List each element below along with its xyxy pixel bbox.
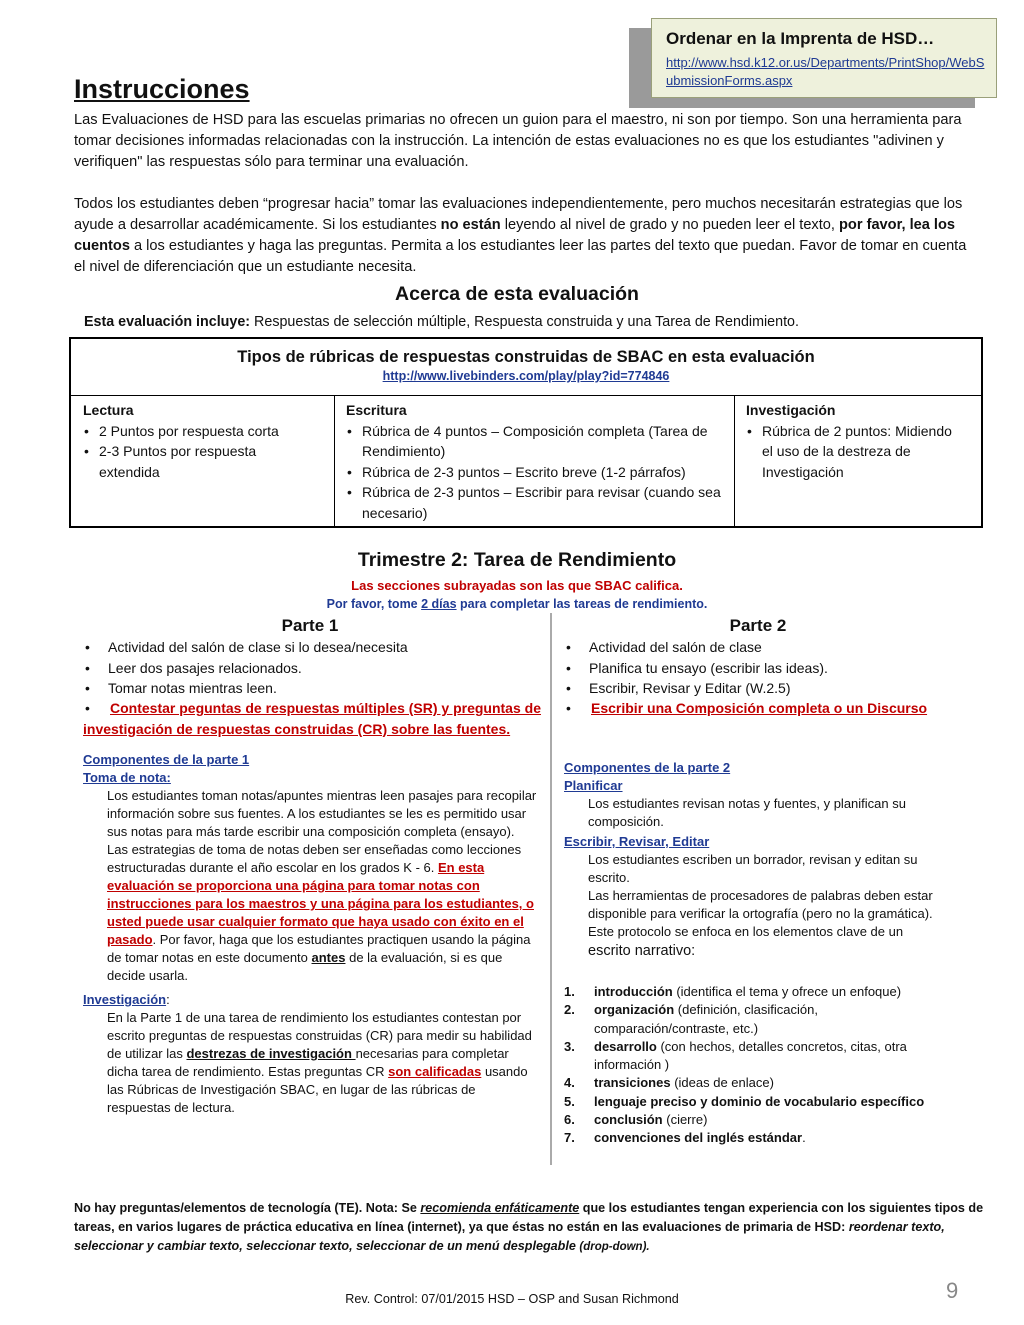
parte1-scored-item: • Contestar peguntas de respuestas múltiples (SR) y preguntas de investigación de respuestas construidas (CR) sobre las fuentes. [83,700,541,737]
parte1-components: Componentes de la parte 1 Toma de nota: Los estudiantes toman notas/apuntes mientras leen pasajes para recopilar información sobre sus fuentes. A los estudiantes se les es permitido usar sus notas para más tarde escribir una composición completa (ensayo). Las estrategias de toma de notas deben ser enseñadas como lecciones estructuradas durante el año escolar en los grados K - 6. En esta evaluación se proporciona una página para tomar notas con instrucciones para los maestros y una página para los estudiantes, o usted puede usar cualquier formato que haya usado con éxito en el pasado. Por favor, haga que los estudiantes practiquen usando la página de tomar notas en este documento antes de la evaluación, si es que decide usarla. Investigación: En la Parte 1 de una tarea de rendimiento los estudiantes contestan por escrito preguntas de respuestas construidas (CR) para medir su habilidad de utilizar las destrezas de investigación necesarias para completar dicha tarea de rendimiento. Estas preguntas CR son calificadas usando las Rúbricas de Investigación SBAC, en lugar de las rúbricas de respuestas de lectura. [83,752,537,1115]
rubric-col-lectura: Lectura • 2 Puntos por respuesta corta • 2-3 Puntos por respuesta extendida [71,395,334,526]
parte2-scored-item: • Escribir una Composición completa o un Discurso [566,700,928,716]
element-item: 6. conclusión (cierre) [564,1112,708,1128]
rubric-link[interactable]: http://www.livebinders.com/play/play?id=774846 [382,369,670,383]
element-item: 5. lenguaje preciso y dominio de vocabulario específico [564,1093,925,1109]
scored-note: Las secciones subrayadas son las que SBAC califica. [351,578,683,593]
about-includes: Esta evaluación incluye: Respuestas de selección múltiple, Respuesta construida y una Tarea de Rendimiento. [84,314,799,330]
revision-control: Rev. Control: 07/01/2015 HSD – OSP and Susan Richmond [345,1292,679,1306]
element-item: 2. organización (definición, clasificación, comparación/contraste, etc.) [564,1002,818,1036]
trimestre-heading: Trimestre 2: Tarea de Rendimiento [357,549,677,571]
parte2-elements-list [564,983,974,1148]
print-shop-link[interactable]: http://www.hsd.k12.or.us/Departments/PrintShop/WebSubmissionForms.aspx [666,55,985,88]
parte2-list: • Actividad del salón de clase • Planifica tu ensayo (escribir las ideas). • Escribir, Revisar y Editar (W.2.5) [564,637,984,699]
days-note: Por favor, tome 2 días para completar las tareas de rendimiento. [326,597,708,611]
intro-paragraph-2: Todos los estudiantes deben “progresar hacia” tomar las evaluaciones independientemente, pero muchos necesitarán estrategias que los ayude a desarrollar académicamente. Si los estudiantes no están leyendo al nivel de grado y no pueden leer el texto, por favor, lea los cuentos a los estudiantes y haga las preguntas. Permita a los estudiantes leer las partes del texto que puedan. Favor de tomar en cuenta el nivel de diferenciación que un estudiante necesita. [74,196,967,275]
parte2-heading: Parte 2 [729,616,787,635]
column-divider [550,613,552,1165]
element-item: 3. desarrollo (con hechos, detalles concretos, citas, otra información ) [564,1038,907,1073]
rubric-title: Tipos de rúbricas de respuestas construidas de SBAC en esta evaluación [237,348,815,366]
intro-paragraph-1: Las Evaluaciones de HSD para las escuelas primarias no ofrecen un guion para el maestro, ni son por tiempo. Son una herramienta para tomar decisiones informadas relacionadas con la instrucción. La intención de estas evaluaciones no es que los estudiantes "adivinen y verifiquen" las respuestas sólo para terminar una evaluación. [74,112,962,170]
page-title: Instrucciones [74,74,250,104]
parte1-list: • Actividad del salón de clase si lo desea/necesita • Leer dos pasajes relacionados. • Tomar notas mientras leen. [83,637,543,699]
technology-note: No hay preguntas/elementos de tecnología (TE). Nota: Se recomienda enfáticamente que los estudiantes tengan experiencia con los siguientes tipos de tareas, en varios lugares de práctica educativa en línea (internet), ya que éstas no están en las evaluaciones de primaria de HSD: reordenar texto, seleccionar y cambiar texto, seleccionar texto, seleccionar de un menú desplegable (drop-down). [74,1201,984,1253]
parte1-heading: Parte 1 [281,616,339,635]
rubric-col-investigacion: Investigación • Rúbrica de 2 puntos: Midiendo el uso de la destreza de Investigación [734,395,979,526]
print-shop-callout [651,18,997,98]
callout-title: Ordenar en la Imprenta de HSD… [666,29,935,48]
page-number: 9 [946,1278,959,1303]
element-item: 7. convenciones del inglés estándar. [564,1130,806,1146]
rubric-col-escritura: Escritura • Rúbrica de 4 puntos – Composición completa (Tarea de Rendimiento) • Rúbrica de 2-3 puntos – Escrito breve (1-2 párrafos) • Rúbrica de 2-3 puntos – Escribir para revisar (cuando sea necesario) [334,395,724,526]
element-item: 1. introducción (identifica el tema y ofrece un enfoque) [564,984,902,999]
rubric-table [69,337,983,528]
about-heading: Acerca de esta evaluación [395,283,639,305]
element-item: 4. transiciones (ideas de enlace) [564,1075,774,1091]
parte2-components: Componentes de la parte 2 Planificar Los estudiantes revisan notas y fuentes, y planifican su composición. Escribir, Revisar, Editar Los estudiantes escriben un borrador, revisan y editan su escrito. Las herramientas de procesadores de palabras deben estar disponible para verificar la ortografía (pero no la gramática). Este protocolo se enfoca en los elementos clave de un escrito narrativo: [564,760,933,959]
